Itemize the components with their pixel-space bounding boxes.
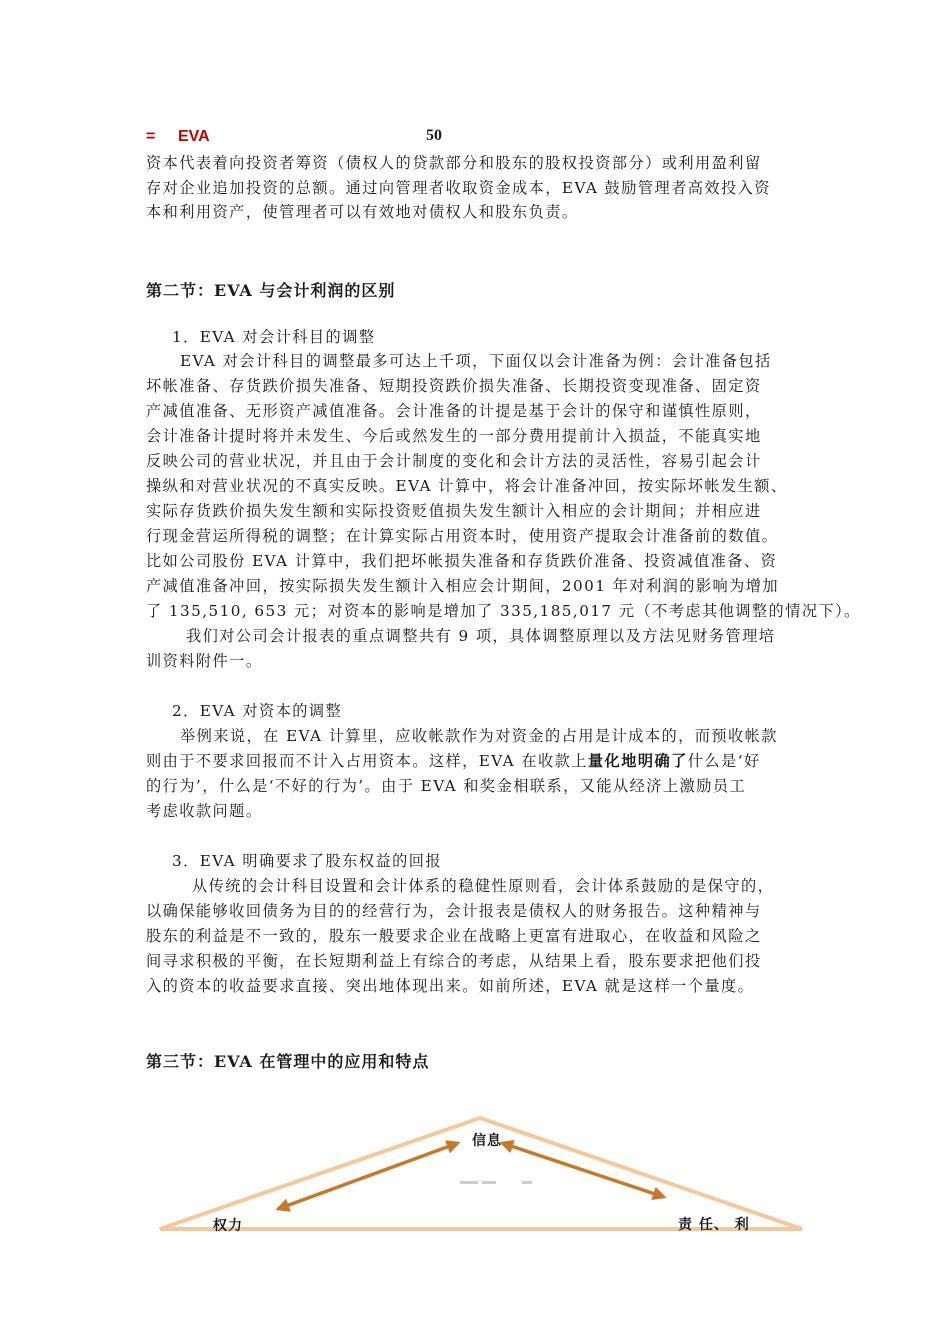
emphasis-text: 量化地明确了 [587, 752, 688, 770]
paragraph-line: 产减值准备冲回，按实际损失发生额计入相应会计期间，2001 年对利润的影响为增加 [146, 577, 780, 595]
subsection-title: 3．EVA 明确要求了股东权益的回报 [172, 852, 443, 870]
diagram-label-right: 责 任、 利 [678, 1217, 750, 1233]
paragraph-line: 举例来说，在 EVA 计算里，应收帐款作为对资金的占用是计成本的，而预收帐款 [180, 727, 778, 745]
paragraph-line: 反映公司的营业状况，并且由于会计制度的变化和会计方法的灵活性，容易引起会计 [146, 452, 762, 470]
paragraph-line: 实际存货跌价损失发生额和实际投资贬值损失发生额计入相应的会计期间；并相应进 [146, 502, 762, 520]
center-smudge [482, 1181, 496, 1184]
section-heading: 第三节：EVA 在管理中的应用和特点 [146, 1052, 430, 1071]
intro-line: 资本代表着向投资者筹资（债权人的贷款部分和股东的股权投资部分）或利用盈利留 [146, 154, 762, 172]
paragraph-line: 以确保能够收回债务为目的的经营行为，会计报表是债权人的财务报告。这种精神与 [146, 902, 762, 920]
subsection-title: 2．EVA 对资本的调整 [172, 702, 343, 720]
diagram-label-left: 权力 [213, 1218, 243, 1234]
diagram-label-top: 信息 [472, 1133, 502, 1149]
paragraph-line: 产减值准备、无形资产减值准备。会计准备的计提是基于会计的保守和谨慎性原则， [146, 402, 762, 420]
paragraph-line: 会计准备计提时将并未发生、今后或然发生的一部分费用提前计入损益，不能真实地 [146, 427, 762, 445]
paragraph-line: 训资料附件一。 [146, 652, 263, 670]
formula-eva: EVA [178, 128, 210, 145]
paragraph-line: 操纵和对营业状况的不真实反映。EVA 计算中，将会计准备冲回，按实际坏帐发生额、 [146, 477, 788, 495]
subsection-title: 1．EVA 对会计科目的调整 [172, 328, 376, 346]
formula-number: 50 [426, 127, 442, 144]
paragraph-line: 考虑收款问题。 [146, 802, 263, 820]
text-run: 则由于不要求回报而不计入占用资本。这样，EVA 在收款上 [146, 752, 588, 770]
text-run: 什么是‘好 [687, 752, 761, 770]
paragraph-line: 间寻求积极的平衡，在长短期利益上有综合的考虑，从结果上看，股东要求把他们投 [146, 952, 762, 970]
paragraph-line: EVA 对会计科目的调整最多可达上千项，下面仅以会计准备为例：会计准备包括 [180, 352, 772, 370]
paragraph-line: 坏帐准备、存货跌价损失准备、短期投资跌价损失准备、长期投资变现准备、固定资 [146, 377, 762, 395]
section-heading: 第二节：EVA 与会计利润的区别 [146, 281, 396, 300]
arrow-left [278, 1143, 458, 1209]
arrow-right [502, 1143, 664, 1197]
paragraph-line: 从传统的会计科目设置和会计体系的稳健性原则看，会计体系鼓励的是保守的， [192, 877, 775, 895]
center-smudge [522, 1181, 532, 1184]
paragraph-line: 我们对公司会计报表的重点调整共有 9 项，具体调整原理以及方法见财务管理培 [186, 627, 776, 645]
paragraph-line: 了 135,510, 653 元；对资本的影响是增加了 335,185,017 元（不考虑其他调整的情况下）。 [146, 602, 861, 620]
paragraph-line: 股东的利益是不一致的，股东一般要求企业在战略上更富有进取心，在收益和风险之 [146, 927, 762, 945]
paragraph-line: 的行为’，什么是‘不好的行为’。由于 EVA 和奖金相联系，又能从经济上激励员工 [146, 777, 747, 795]
center-smudge [460, 1181, 478, 1184]
paragraph-line: 行现金营运所得税的调整；在计算实际占用资本时，使用资产提取会计准备前的数值。 [146, 527, 779, 545]
intro-line: 本和利用资产，使管理者可以有效地对债权人和股东负责。 [146, 203, 579, 221]
paragraph-line: 比如公司股份 EVA 计算中，我们把坏帐损失准备和存货跌价准备、投资减值准备、资 [146, 552, 778, 570]
intro-line: 存对企业追加投资的总额。通过向管理者收取资金成本，EVA 鼓励管理者高效投入资 [146, 179, 771, 197]
formula-equals: = [146, 128, 156, 145]
paragraph-line: 入的资本的收益要求直接、突出地体现出来。如前所述，EVA 就是这样一个量度。 [146, 977, 755, 995]
